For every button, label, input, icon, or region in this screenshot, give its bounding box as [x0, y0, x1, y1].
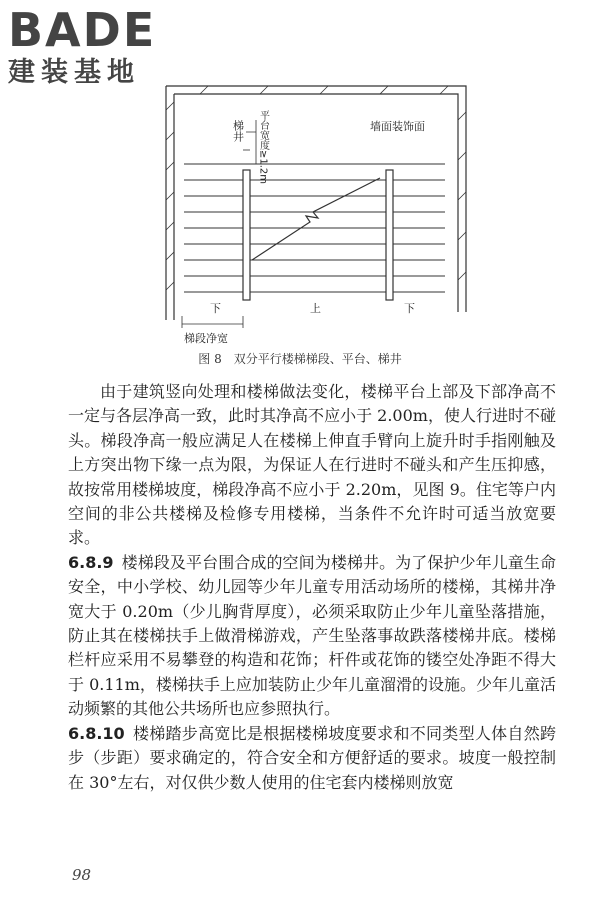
logo: [8, 3, 178, 96]
flight-width-label: 梯段净宽: [184, 332, 228, 345]
figure-caption: 图 8 双分平行楼梯梯段、平台、梯井: [198, 352, 402, 366]
stairwell-rail-left: [243, 170, 250, 300]
page-number: 98: [72, 866, 92, 884]
stair-treads: [184, 164, 445, 292]
paragraph-1-text: 由于建筑竖向处理和楼梯做法变化，楼梯平台上部及下部净高不一定与各层净高一致，此时其净高不应小于 2.00m，使人行进时不碰头。梯段净高一般应满足人在楼梯上伸直手臂向上旋升时手指刚触及上方突出物下缘一点为限，为保证人在行进时不碰头和产生压抑感，故按常用楼梯坡度，梯段净高不应小于 2.20m，见图 9。住宅等户内空间的非公共楼梯及检修专用楼梯，当条件不允许时可适当放宽要求。: [68, 382, 556, 548]
down-right-label: 下: [404, 302, 415, 315]
wall-finish-label: 墙面装饰面: [370, 120, 425, 133]
paragraph-6-8-9: [68, 551, 556, 722]
break-line: [252, 178, 380, 260]
body-text: [68, 380, 556, 795]
down-left-label: 下: [210, 302, 221, 315]
paragraph-1: [68, 380, 556, 551]
paragraph-6-8-10: [68, 722, 556, 795]
wall-hatch: [166, 86, 466, 290]
dim-platform: [246, 120, 256, 164]
section-number: 6.8.9: [68, 552, 114, 572]
paragraph-6-8-10-text: 楼梯踏步高宽比是根据楼梯坡度要求和不同类型人体自然跨步（步距）要求确定的，符合安全和方便舒适的要求。坡度一般控制在 30°左右，对仅供少数人使用的住宅套内楼梯则放宽: [68, 723, 556, 792]
paragraph-6-8-9-text: 楼梯段及平台围合成的空间为楼梯井。为了保护少年儿童生命安全，中小学校、幼儿园等少年儿童专用活动场所的楼梯，其梯井净宽大于 0.20m（少儿胸背厚度），必须采取防止少年儿童坠落措施，防止其在楼梯扶手上做滑梯游戏，产生坠落事故跌落楼梯井底。楼梯栏杆应采用不易攀登的构造和花饰；杆件或花饰的镂空处净距不得大于 0.11m，楼梯扶手上应加装防止少年儿童溜滑的设施。少年儿童活动频繁的其他公共场所也应参照执行。: [68, 552, 556, 719]
stairwell-rail-right: [386, 170, 393, 300]
logo-wordmark: BADE: [8, 3, 157, 57]
section-number: 6.8.10: [68, 723, 125, 743]
dim-flight: [182, 316, 243, 328]
up-label: 上: [310, 302, 321, 315]
platform-width-label: 平台宽度≥1.2m: [257, 110, 269, 185]
logo-subtitle: 建装基地: [8, 57, 140, 88]
stair-plan-figure: [160, 80, 480, 350]
stairwell-label: 梯井: [231, 120, 245, 142]
